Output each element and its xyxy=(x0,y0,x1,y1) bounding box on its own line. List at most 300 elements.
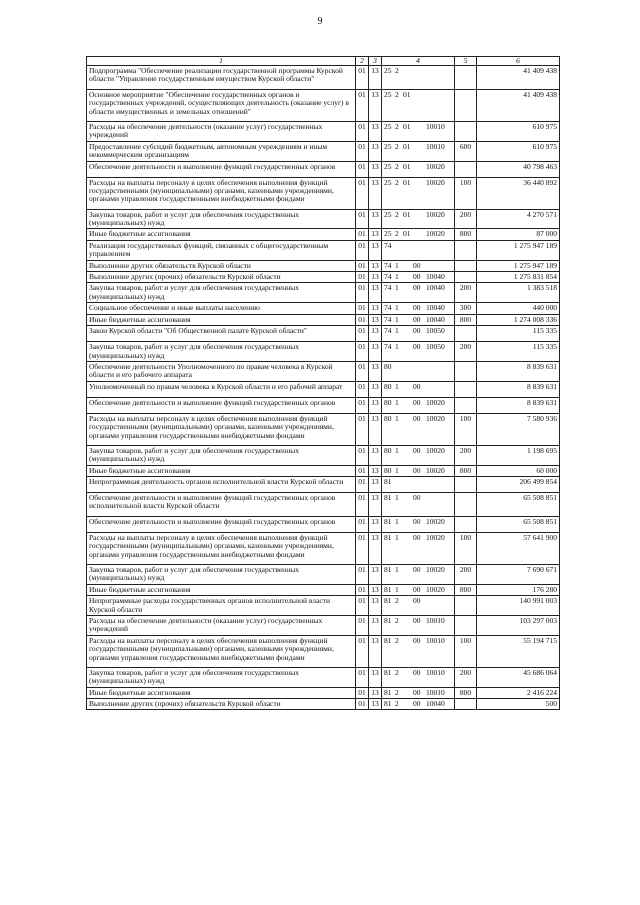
table-row xyxy=(87,699,560,710)
row-gr-code: 01 xyxy=(356,687,369,698)
row-gr-code: 01 xyxy=(356,342,369,362)
row-gr-code: 01 xyxy=(356,699,369,710)
csr-part: 1 xyxy=(395,283,399,293)
row-name: Иные бюджетные ассигнования xyxy=(87,687,356,698)
row-rz-code: 13 xyxy=(369,699,382,710)
csr-part: 00 xyxy=(413,413,421,423)
row-vr-code xyxy=(455,615,477,635)
csr-part: 2 xyxy=(395,596,399,606)
row-rz-code: 13 xyxy=(369,229,382,240)
csr-part: 1 xyxy=(395,445,399,455)
table-row xyxy=(87,342,560,362)
csr-part: 10020 xyxy=(426,397,445,407)
row-rz-code: 13 xyxy=(369,445,382,465)
csr-part: 74 xyxy=(384,342,392,352)
row-amount: 103 297 003 xyxy=(477,615,560,635)
csr-part: 2 xyxy=(395,209,399,219)
csr-part: 01 xyxy=(403,229,411,239)
row-gr-code: 01 xyxy=(356,90,369,122)
csr-part: 2 xyxy=(395,141,399,151)
csr-part: 00 xyxy=(413,635,421,645)
row-gr-code: 01 xyxy=(356,122,369,142)
csr-part: 1 xyxy=(395,272,399,282)
row-gr-code: 01 xyxy=(356,564,369,584)
csr-part: 10010 xyxy=(426,122,445,131)
row-amount: 176 280 xyxy=(477,584,560,595)
row-amount: 440 000 xyxy=(477,303,560,314)
row-gr-code: 01 xyxy=(356,229,369,240)
row-csr-code xyxy=(382,465,455,476)
csr-part: 00 xyxy=(413,596,421,606)
row-name: Выполнение других (прочих) обязательств Курской области xyxy=(87,272,356,283)
csr-part: 1 xyxy=(395,413,399,423)
row-rz-code: 13 xyxy=(369,476,382,492)
csr-part: 00 xyxy=(413,272,421,282)
row-gr-code: 01 xyxy=(356,445,369,465)
row-name: Иные бюджетные ассигнования xyxy=(87,229,356,240)
row-rz-code: 13 xyxy=(369,397,382,413)
row-vr-code: 200 xyxy=(455,342,477,362)
row-name: Закупка товаров, работ и услуг для обеспечения государственных (муниципальных) нужд xyxy=(87,209,356,229)
row-csr-code xyxy=(382,445,455,465)
table-row xyxy=(87,66,560,90)
row-vr-code: 800 xyxy=(455,687,477,698)
row-rz-code: 13 xyxy=(369,465,382,476)
row-gr-code: 01 xyxy=(356,397,369,413)
row-name: Обеспечение деятельности и выполнение функций государственных органов xyxy=(87,516,356,532)
csr-part: 1 xyxy=(395,303,399,313)
row-name: Обеспечение деятельности и выполнение функций государственных органов xyxy=(87,397,356,413)
row-vr-code xyxy=(455,260,477,271)
table-row xyxy=(87,381,560,397)
row-rz-code: 13 xyxy=(369,314,382,325)
row-gr-code: 01 xyxy=(356,177,369,209)
row-name: Непрограммные расходы государственных органов исполнительной власти Курской области xyxy=(87,596,356,616)
csr-part: 74 xyxy=(384,272,392,282)
csr-part: 2 xyxy=(395,667,399,677)
table-row xyxy=(87,413,560,445)
csr-part: 01 xyxy=(403,161,411,171)
table-row xyxy=(87,209,560,229)
row-rz-code: 13 xyxy=(369,326,382,342)
row-csr-code xyxy=(382,240,455,260)
csr-part: 74 xyxy=(384,283,392,293)
csr-part: 10020 xyxy=(426,445,445,455)
csr-part: 10040 xyxy=(426,314,445,324)
csr-part: 81 xyxy=(384,584,392,594)
csr-part: 1 xyxy=(395,532,399,542)
row-csr-code xyxy=(382,303,455,314)
csr-part: 25 xyxy=(384,122,392,131)
row-csr-code xyxy=(382,66,455,90)
row-vr-code xyxy=(455,66,477,90)
row-gr-code: 01 xyxy=(356,283,369,303)
row-csr-code xyxy=(382,635,455,667)
page-number: 9 xyxy=(317,16,323,27)
csr-part: 10020 xyxy=(426,564,445,574)
row-vr-code xyxy=(455,90,477,122)
row-gr-code: 01 xyxy=(356,66,369,90)
row-amount: 8 839 631 xyxy=(477,397,560,413)
row-csr-code xyxy=(382,413,455,445)
table-row xyxy=(87,615,560,635)
row-amount: 115 335 xyxy=(477,342,560,362)
csr-part: 81 xyxy=(384,564,392,574)
table-row xyxy=(87,465,560,476)
csr-part: 74 xyxy=(384,240,392,250)
row-amount: 610 975 xyxy=(477,141,560,161)
row-csr-code xyxy=(382,361,455,381)
csr-part: 00 xyxy=(413,584,421,594)
row-rz-code: 13 xyxy=(369,615,382,635)
row-gr-code: 01 xyxy=(356,209,369,229)
csr-part: 01 xyxy=(403,90,411,99)
row-name: Обеспечение деятельности и выполнение функций государственных органов xyxy=(87,161,356,177)
row-rz-code: 13 xyxy=(369,209,382,229)
csr-part: 81 xyxy=(384,492,392,502)
column-number: 1 xyxy=(87,57,356,66)
csr-part: 01 xyxy=(403,122,411,131)
csr-part: 81 xyxy=(384,687,392,697)
row-rz-code: 13 xyxy=(369,283,382,303)
csr-part: 81 xyxy=(384,635,392,645)
csr-part: 81 xyxy=(384,667,392,677)
row-vr-code xyxy=(455,361,477,381)
csr-part: 10040 xyxy=(426,699,445,708)
row-rz-code: 13 xyxy=(369,516,382,532)
row-name: Расходы на обеспечение деятельности (оказание услуг) государственных учреждений xyxy=(87,615,356,635)
csr-part: 10010 xyxy=(426,141,445,151)
row-gr-code: 01 xyxy=(356,615,369,635)
row-name: Уполномоченный по правам человека в Курской области и его рабочий аппарат xyxy=(87,381,356,397)
row-gr-code: 01 xyxy=(356,492,369,516)
row-gr-code: 01 xyxy=(356,272,369,283)
row-amount: 1 275 947 189 xyxy=(477,260,560,271)
row-name: Обеспечение деятельности и выполнение функций государственных органов исполнительной власти Курской области xyxy=(87,492,356,516)
row-amount: 115 335 xyxy=(477,326,560,342)
row-vr-code: 600 xyxy=(455,141,477,161)
csr-part: 2 xyxy=(395,122,399,131)
csr-part: 10050 xyxy=(426,342,445,352)
row-vr-code xyxy=(455,240,477,260)
csr-part: 81 xyxy=(384,596,392,606)
csr-part: 80 xyxy=(384,361,392,371)
row-amount: 7 580 936 xyxy=(477,413,560,445)
row-amount: 65 508 851 xyxy=(477,492,560,516)
row-rz-code: 13 xyxy=(369,90,382,122)
csr-part: 74 xyxy=(384,303,392,313)
row-amount: 140 991 003 xyxy=(477,596,560,616)
row-csr-code xyxy=(382,342,455,362)
row-vr-code xyxy=(455,381,477,397)
column-number: 3 xyxy=(369,57,382,66)
row-gr-code: 01 xyxy=(356,314,369,325)
row-amount: 7 690 671 xyxy=(477,564,560,584)
row-csr-code xyxy=(382,596,455,616)
table-row xyxy=(87,564,560,584)
table-row xyxy=(87,303,560,314)
row-amount: 1 383 518 xyxy=(477,283,560,303)
csr-part: 2 xyxy=(395,161,399,171)
row-csr-code xyxy=(382,260,455,271)
table-row xyxy=(87,122,560,142)
row-vr-code xyxy=(455,596,477,616)
csr-part: 25 xyxy=(384,141,392,151)
row-name: Непрограммная деятельность органов исполнительной власти Курской области xyxy=(87,476,356,492)
row-csr-code xyxy=(382,397,455,413)
row-gr-code: 01 xyxy=(356,161,369,177)
row-csr-code xyxy=(382,615,455,635)
row-gr-code: 01 xyxy=(356,381,369,397)
csr-part: 01 xyxy=(403,209,411,219)
row-gr-code: 01 xyxy=(356,596,369,616)
row-rz-code: 13 xyxy=(369,532,382,564)
row-csr-code xyxy=(382,667,455,687)
csr-part: 10020 xyxy=(426,465,445,475)
csr-part: 25 xyxy=(384,229,392,239)
row-name: Закупка товаров, работ и услуг для обеспечения государственных (муниципальных) нужд xyxy=(87,283,356,303)
row-gr-code: 01 xyxy=(356,141,369,161)
row-rz-code: 13 xyxy=(369,141,382,161)
budget-table-body xyxy=(87,66,560,710)
column-number: 5 xyxy=(455,57,477,66)
row-name: Расходы на обеспечение деятельности (оказание услуг) государственных учреждений xyxy=(87,122,356,142)
row-amount: 41 409 438 xyxy=(477,66,560,90)
csr-part: 10010 xyxy=(426,615,445,625)
csr-part: 10010 xyxy=(426,667,445,677)
table-row xyxy=(87,584,560,595)
row-rz-code: 13 xyxy=(369,272,382,283)
row-vr-code: 800 xyxy=(455,465,477,476)
row-name: Реализация государственных функций, связанных с общегосударственным управлением xyxy=(87,240,356,260)
row-rz-code: 13 xyxy=(369,564,382,584)
column-number: 4 xyxy=(382,57,455,66)
row-amount: 57 641 900 xyxy=(477,532,560,564)
row-csr-code xyxy=(382,699,455,710)
csr-part: 00 xyxy=(413,381,421,391)
row-rz-code: 13 xyxy=(369,492,382,516)
row-gr-code: 01 xyxy=(356,465,369,476)
row-name: Закупка товаров, работ и услуг для обеспечения государственных (муниципальных) нужд xyxy=(87,564,356,584)
csr-part: 81 xyxy=(384,532,392,542)
csr-part: 10020 xyxy=(426,516,445,526)
row-gr-code: 01 xyxy=(356,584,369,595)
row-rz-code: 13 xyxy=(369,635,382,667)
csr-part: 10020 xyxy=(426,161,445,171)
row-amount: 55 194 715 xyxy=(477,635,560,667)
row-amount: 60 000 xyxy=(477,465,560,476)
csr-part: 2 xyxy=(395,635,399,645)
row-name: Закупка товаров, работ и услуг для обеспечения государственных (муниципальных) нужд xyxy=(87,342,356,362)
row-vr-code: 300 xyxy=(455,303,477,314)
row-vr-code: 100 xyxy=(455,532,477,564)
row-rz-code: 13 xyxy=(369,342,382,362)
row-rz-code: 13 xyxy=(369,303,382,314)
csr-part: 00 xyxy=(413,564,421,574)
row-rz-code: 13 xyxy=(369,596,382,616)
row-vr-code xyxy=(455,699,477,710)
row-csr-code xyxy=(382,687,455,698)
row-rz-code: 13 xyxy=(369,667,382,687)
row-name: Обеспечение деятельности Уполномоченного по правам человека в Курской области и его рабочего аппарата xyxy=(87,361,356,381)
row-vr-code xyxy=(455,122,477,142)
row-csr-code xyxy=(382,584,455,595)
csr-part: 10010 xyxy=(426,635,445,645)
row-vr-code: 200 xyxy=(455,445,477,465)
row-csr-code xyxy=(382,161,455,177)
row-rz-code: 13 xyxy=(369,177,382,209)
table-row xyxy=(87,532,560,564)
csr-part: 00 xyxy=(413,303,421,313)
row-rz-code: 13 xyxy=(369,66,382,90)
row-rz-code: 13 xyxy=(369,381,382,397)
table-row xyxy=(87,635,560,667)
table-row xyxy=(87,272,560,283)
table-row xyxy=(87,667,560,687)
row-gr-code: 01 xyxy=(356,635,369,667)
row-name: Иные бюджетные ассигнования xyxy=(87,314,356,325)
row-rz-code: 13 xyxy=(369,687,382,698)
row-csr-code xyxy=(382,532,455,564)
row-amount: 1 275 831 854 xyxy=(477,272,560,283)
table-row xyxy=(87,177,560,209)
row-vr-code: 100 xyxy=(455,635,477,667)
row-gr-code: 01 xyxy=(356,326,369,342)
csr-part: 10020 xyxy=(426,532,445,542)
row-name: Расходы на выплаты персоналу в целях обеспечения выполнения функций государственными (муниципальными) органами, казенными учреждениями, органами управления государственными внебюджетными фондами xyxy=(87,635,356,667)
csr-part: 1 xyxy=(395,397,399,407)
csr-part: 10020 xyxy=(426,177,445,187)
row-name: Закон Курской области "Об Общественной палате Курской области" xyxy=(87,326,356,342)
row-csr-code xyxy=(382,90,455,122)
table-row xyxy=(87,161,560,177)
table-row xyxy=(87,397,560,413)
csr-part: 1 xyxy=(395,584,399,594)
row-amount: 45 686 064 xyxy=(477,667,560,687)
table-row xyxy=(87,229,560,240)
csr-part: 25 xyxy=(384,177,392,187)
row-vr-code xyxy=(455,476,477,492)
row-amount: 8 839 631 xyxy=(477,361,560,381)
row-csr-code xyxy=(382,283,455,303)
csr-part: 2 xyxy=(395,615,399,625)
csr-part: 1 xyxy=(395,342,399,352)
csr-part: 25 xyxy=(384,161,392,171)
csr-part: 10040 xyxy=(426,303,445,313)
csr-part: 10010 xyxy=(426,687,445,697)
table-row xyxy=(87,141,560,161)
table-row xyxy=(87,240,560,260)
row-csr-code xyxy=(382,314,455,325)
row-vr-code: 200 xyxy=(455,667,477,687)
row-amount: 2 416 224 xyxy=(477,687,560,698)
row-gr-code: 01 xyxy=(356,240,369,260)
budget-table xyxy=(86,56,560,710)
csr-part: 10020 xyxy=(426,209,445,219)
csr-part: 2 xyxy=(395,177,399,187)
row-gr-code: 01 xyxy=(356,303,369,314)
row-vr-code: 100 xyxy=(455,177,477,209)
row-vr-code: 800 xyxy=(455,584,477,595)
csr-part: 1 xyxy=(395,492,399,502)
column-number-row xyxy=(87,57,560,66)
table-row xyxy=(87,492,560,516)
row-amount: 206 499 854 xyxy=(477,476,560,492)
column-number: 2 xyxy=(356,57,369,66)
csr-part: 25 xyxy=(384,90,392,99)
table-row xyxy=(87,260,560,271)
csr-part: 25 xyxy=(384,66,392,75)
csr-part: 81 xyxy=(384,699,392,708)
csr-part: 00 xyxy=(413,516,421,526)
row-vr-code: 800 xyxy=(455,314,477,325)
row-vr-code xyxy=(455,516,477,532)
row-vr-code xyxy=(455,397,477,413)
row-gr-code: 01 xyxy=(356,516,369,532)
csr-part: 1 xyxy=(395,260,399,270)
row-gr-code: 01 xyxy=(356,667,369,687)
csr-part: 1 xyxy=(395,381,399,391)
csr-part: 10020 xyxy=(426,584,445,594)
row-amount: 8 839 631 xyxy=(477,381,560,397)
row-rz-code: 13 xyxy=(369,413,382,445)
row-name: Расходы на выплаты персоналу в целях обеспечения выполнения функций государственными (муниципальными) органами, казенными учреждениями, органами управления государственными внебюджетными фондами xyxy=(87,177,356,209)
row-csr-code xyxy=(382,381,455,397)
row-name: Предоставление субсидий бюджетным, автономным учреждениям и иным некоммерческим организациям xyxy=(87,141,356,161)
table-row xyxy=(87,326,560,342)
row-csr-code xyxy=(382,476,455,492)
row-amount: 610 975 xyxy=(477,122,560,142)
row-vr-code: 200 xyxy=(455,283,477,303)
row-amount: 40 798 463 xyxy=(477,161,560,177)
csr-part: 80 xyxy=(384,413,392,423)
csr-part: 00 xyxy=(413,687,421,697)
row-name: Иные бюджетные ассигнования xyxy=(87,465,356,476)
row-name: Закупка товаров, работ и услуг для обеспечения государственных (муниципальных) нужд xyxy=(87,445,356,465)
csr-part: 10050 xyxy=(426,326,445,336)
csr-part: 2 xyxy=(395,699,399,708)
csr-part: 10040 xyxy=(426,272,445,282)
row-amount: 4 270 571 xyxy=(477,209,560,229)
csr-part: 00 xyxy=(413,532,421,542)
row-csr-code xyxy=(382,272,455,283)
row-csr-code xyxy=(382,209,455,229)
csr-part: 74 xyxy=(384,326,392,336)
row-vr-code: 100 xyxy=(455,413,477,445)
row-rz-code: 13 xyxy=(369,122,382,142)
row-name: Основное мероприятие "Обеспечение государственных органов и государственных учреждений, осуществляющих деятельность (оказание услуг) в области имущественных и земельных отношений" xyxy=(87,90,356,122)
csr-part: 1 xyxy=(395,564,399,574)
table-row xyxy=(87,596,560,616)
csr-part: 80 xyxy=(384,445,392,455)
row-name: Иные бюджетные ассигнования xyxy=(87,584,356,595)
csr-part: 1 xyxy=(395,314,399,324)
row-amount: 36 440 892 xyxy=(477,177,560,209)
row-rz-code: 13 xyxy=(369,161,382,177)
csr-part: 74 xyxy=(384,260,392,270)
csr-part: 00 xyxy=(413,667,421,677)
row-csr-code xyxy=(382,141,455,161)
csr-part: 80 xyxy=(384,465,392,475)
table-row xyxy=(87,687,560,698)
row-csr-code xyxy=(382,492,455,516)
row-name: Закупка товаров, работ и услуг для обеспечения государственных (муниципальных) нужд xyxy=(87,667,356,687)
row-rz-code: 13 xyxy=(369,260,382,271)
row-vr-code: 800 xyxy=(455,229,477,240)
row-gr-code: 01 xyxy=(356,476,369,492)
csr-part: 00 xyxy=(413,699,421,708)
row-csr-code xyxy=(382,229,455,240)
